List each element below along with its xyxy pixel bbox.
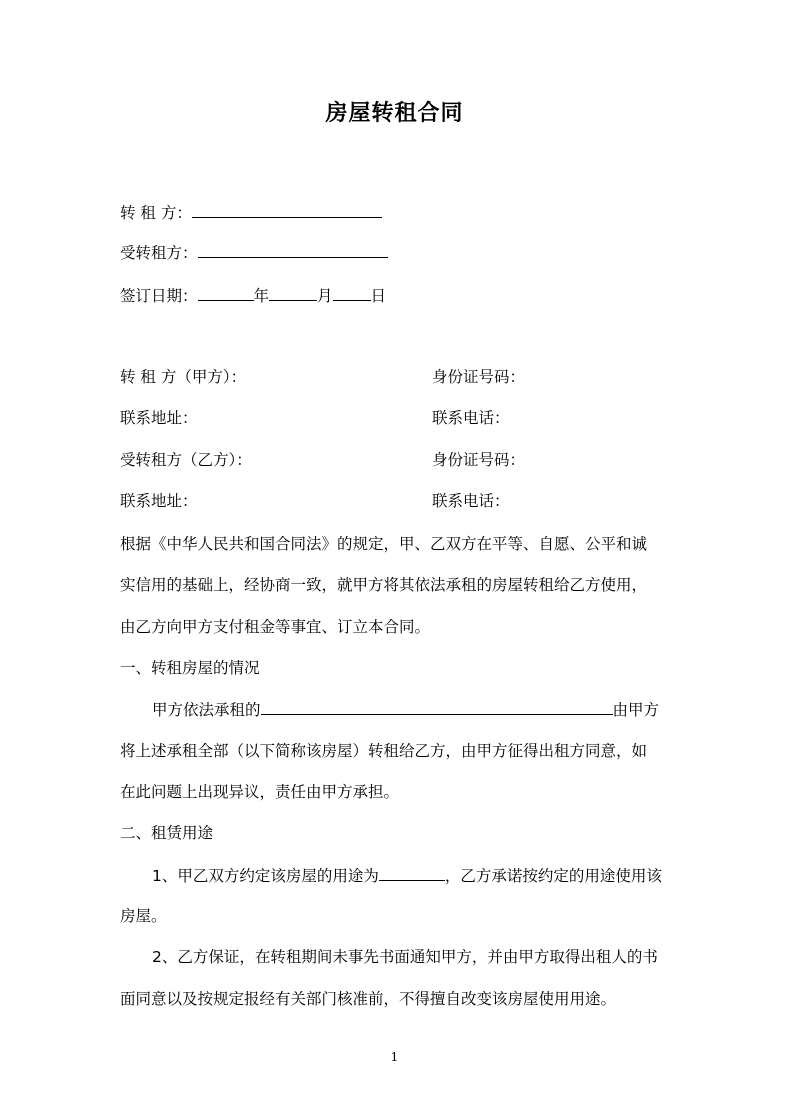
signing-date-label: 签订日期： xyxy=(120,287,198,305)
section1-heading: 一、转租房屋的情况 xyxy=(120,659,260,677)
document-title: 房屋转租合同 xyxy=(325,100,464,126)
party-b-id-label: 身份证号码： xyxy=(432,451,526,469)
day-label: 日 xyxy=(370,287,387,305)
sublessor-blank xyxy=(192,201,382,218)
section2-item2-line2: 面同意以及按规定报经有关部门核准前，不得擅自改变该房屋使用用途。 xyxy=(120,990,617,1008)
property-location-blank xyxy=(261,698,613,715)
party-a-label: 转 租 方（甲方）： xyxy=(120,368,247,386)
party-a-id-label: 身份证号码： xyxy=(432,368,526,386)
sublessee-field xyxy=(120,241,388,264)
day-blank xyxy=(333,284,371,301)
preamble-line: 实信用的基础上，经协商一致，就甲方将其依法承租的房屋转租给乙方使用， xyxy=(120,576,648,594)
party-a-address-label: 联系地址： xyxy=(120,409,198,427)
section2-item1 xyxy=(152,864,662,887)
section1-line3: 在此问题上出现异议，责任由甲方承担。 xyxy=(120,783,400,801)
section2-item1-cont: 房屋。 xyxy=(120,907,167,925)
section2-item1-prefix: 1、甲乙双方约定该房屋的用途为 xyxy=(152,867,379,885)
section2-item2-line1: 2、乙方保证，在转租期间未事先书面通知甲方，并由甲方取得出租人的书 xyxy=(152,948,658,966)
year-label: 年 xyxy=(253,287,270,305)
section2-item1-suffix: ，乙方承诺按约定的用途使用该 xyxy=(444,867,662,885)
month-blank xyxy=(269,284,317,301)
sublessor-label: 转 租 方： xyxy=(120,204,192,222)
section1-line1 xyxy=(152,698,659,721)
section2-heading: 二、租赁用途 xyxy=(120,824,214,842)
month-label: 月 xyxy=(317,287,333,305)
section1-line1-suffix: 由甲方 xyxy=(612,701,660,719)
preamble-line: 由乙方向甲方支付租金等事宜、订立本合同。 xyxy=(120,618,431,636)
usage-blank xyxy=(379,864,445,881)
party-b-phone-label: 联系电话： xyxy=(432,492,510,510)
sublessee-label: 受转租方： xyxy=(120,244,198,262)
year-blank xyxy=(198,284,254,301)
signing-date-field xyxy=(120,284,386,307)
party-b-label: 受转租方（乙方）： xyxy=(120,451,252,469)
section1-line1-prefix: 甲方依法承租的 xyxy=(152,701,261,719)
party-a-phone-label: 联系电话： xyxy=(432,409,510,427)
section1-line2: 将上述承租全部（以下简称该房屋）转租给乙方，由甲方征得出租方同意，如 xyxy=(120,742,648,760)
page-number: 1 xyxy=(390,1050,399,1064)
preamble-line: 根据《中华人民共和国合同法》的规定，甲、乙双方在平等、自愿、公平和诚 xyxy=(120,535,648,553)
party-b-address-label: 联系地址： xyxy=(120,492,198,510)
sublessee-blank xyxy=(198,241,388,258)
sublessor-field xyxy=(120,201,382,224)
